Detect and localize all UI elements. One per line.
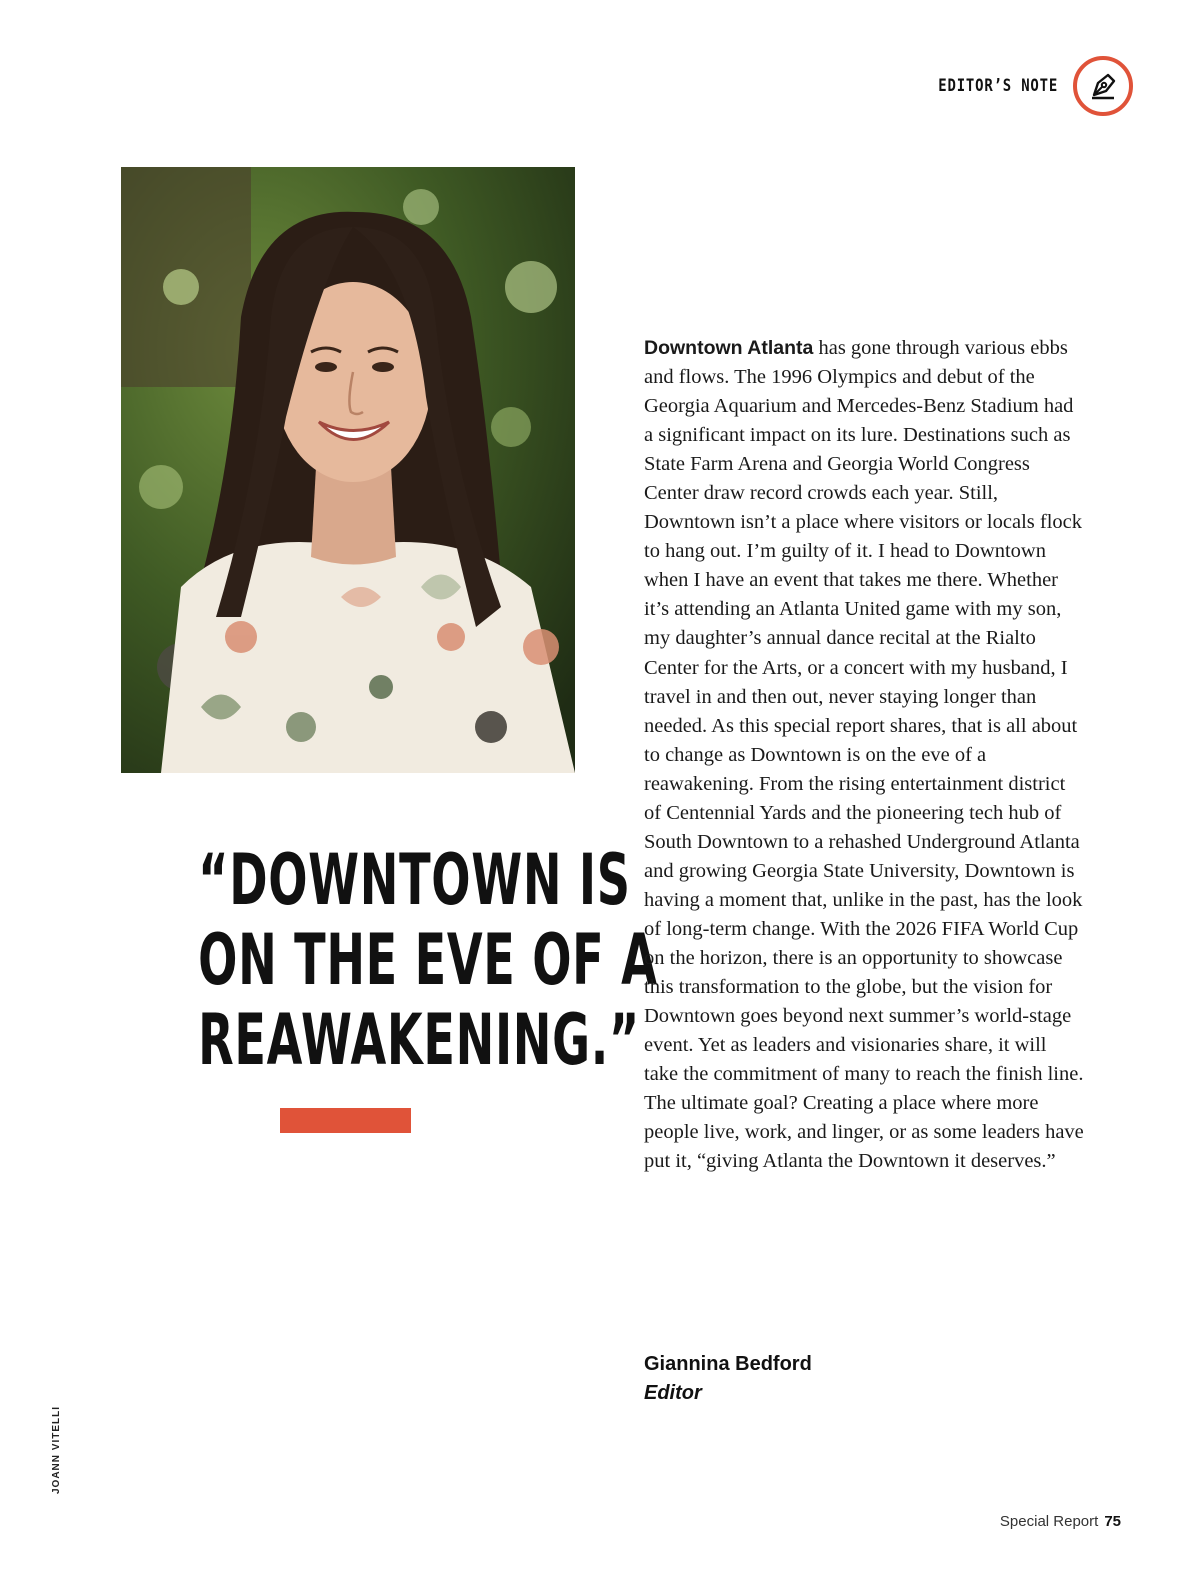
author-name: Giannina Bedford (644, 1353, 812, 1375)
portrait-photo (121, 167, 575, 773)
section-label: EDITOR’S NOTE (938, 76, 1058, 96)
portrait-illustration (121, 167, 575, 773)
footer-section: Special Report (999, 1513, 1099, 1530)
signature (644, 1350, 812, 1408)
pen-nib-icon (1086, 69, 1120, 103)
article-lead: Downtown Atlanta (644, 337, 814, 359)
author-role: Editor (644, 1382, 702, 1404)
pull-quote-line: “DOWNTOWN IS (198, 839, 631, 921)
pull-quote-line: ON THE EVE OF A (198, 919, 658, 1001)
page-footer (1000, 1513, 1121, 1530)
page-number: 75 (1104, 1513, 1121, 1530)
pull-quote-line: REAWAKENING.” (198, 999, 640, 1081)
pull-quote (198, 839, 658, 1081)
editor-badge (1073, 56, 1133, 116)
article-body (644, 334, 1084, 1176)
accent-bar (280, 1108, 411, 1133)
photo-credit: JOANN VITELLI (51, 1405, 62, 1494)
article-text: has gone through various ebbs and flows. The 1996 Olympics and debut of the Georgia Aquarium and Mercedes-Benz Stadium had a significant impact on its lure. Destinations such as State Farm Arena and Georgia World Congress Center draw record crowds each year. Still, Downtown isn’t a place where visitors or locals flock to hang out. I’m guilty of it. I head to Downtown when I have an event that takes me there. Whether it’s attending an Atlanta United game with my son, my daughter’s annual dance recital at the Rialto Center for the Arts, or a concert with my husband, I travel in and then out, never staying longer than needed. As this special report shares, that is all about to change as Downtown is on the eve of a reawakening. From the rising entertainment district of Centennial Yards and the pioneering tech hub of South Downtown to a rehashed Underground Atlanta and growing Georgia State University, Downtown is having a moment that, unlike in the past, has the look of long-term change. With the 2026 FIFA World Cup on the horizon, there is an opportunity to showcase this transformation to the globe, but the vision for Downtown goes beyond next summer’s world-stage event. Yet as leaders and visionaries share, it will take the commitment of many to reach the finish line. The ultimate goal? Creating a place where more people live, work, and linger, or as some leaders have put it, “giving Atlanta the Downtown it deserves.” (644, 337, 1084, 1173)
